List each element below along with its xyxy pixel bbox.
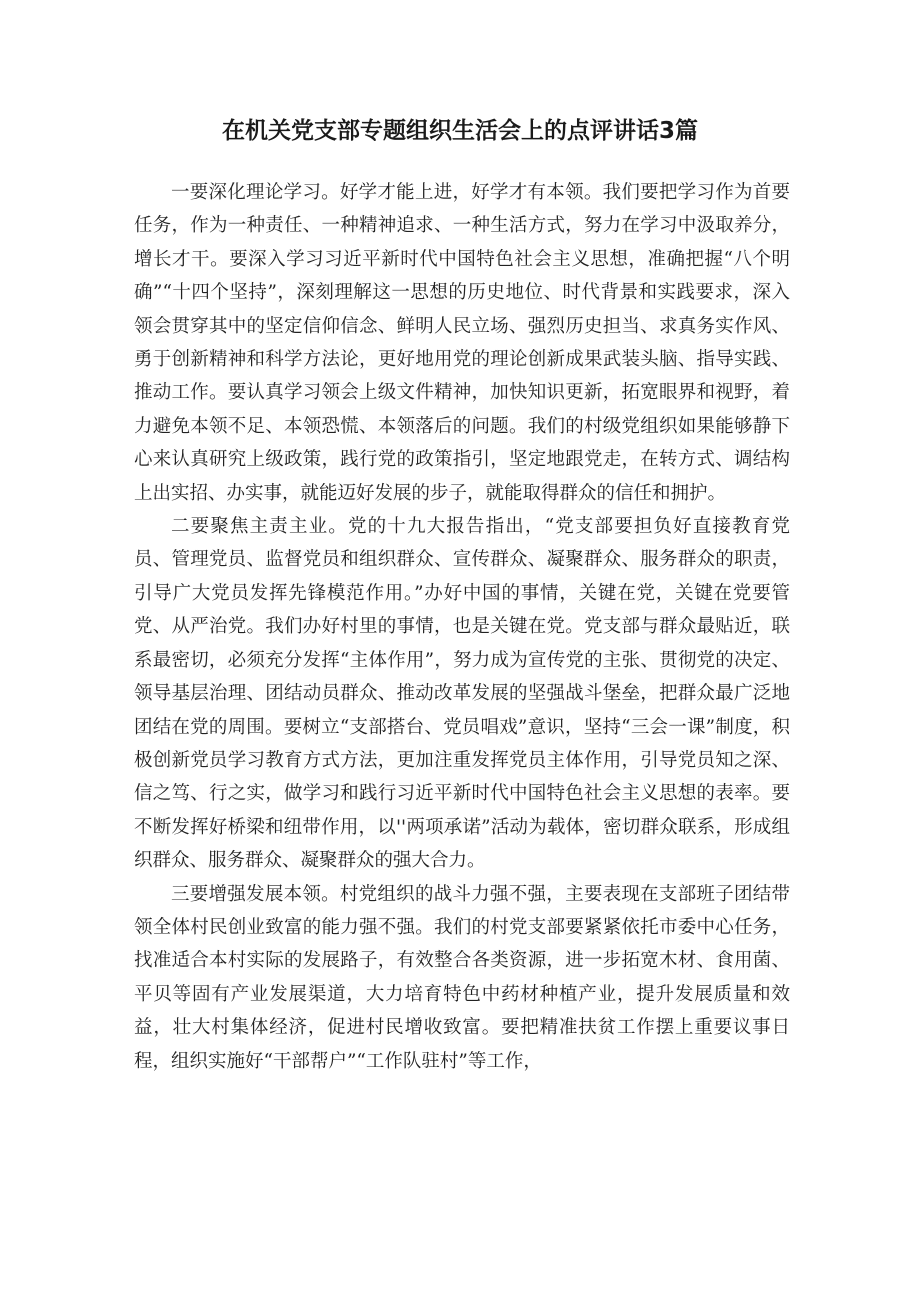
document-body bbox=[134, 176, 790, 1078]
document-title: 在机关党支部专题组织生活会上的点评讲话3篇 bbox=[221, 118, 698, 144]
paragraph-3: 三要增强发展本领。村党组织的战斗力强不强，主要表现在支部班子团结带领全体村民创业致富的能力强不强。我们的村党支部要紧紧依托市委中心任务，找准适合本村实际的发展路子，有效整合各类资源，进一步拓宽木材、食用菌、平贝等固有产业发展渠道，大力培育特色中药材种植产业，提升发展质量和效益，壮大村集体经济，促进村民增收致富。要把精准扶贫工作摆上重要议事日程，组织实施好“干部帮户”“工作队驻村”等工作， bbox=[134, 883, 790, 1072]
paragraph-1: 一要深化理论学习。好学才能上进，好学才有本领。我们要把学习作为首要任务，作为一种责任、一种精神追求、一种生活方式，努力在学习中汲取养分，增长才干。要深入学习习近平新时代中国特色社会主义思想，准确把握“八个明确”“十四个坚持”，深刻理解这一思想的历史地位、时代背景和实践要求，深入领会贯穿其中的坚定信仰信念、鲜明人民立场、强烈历史担当、求真务实作风、勇于创新精神和科学方法论，更好地用党的理论创新成果武装头脑、指导实践、推动工作。要认真学习领会上级文件精神，加快知识更新，拓宽眼界和视野，着力避免本领不足、本领恐慌、本领落后的问题。我们的村级党组织如果能够静下心来认真研究上级政策，践行党的政策指引，坚定地跟党走，在转方式、调结构上出实招、办实事，就能迈好发展的步子，就能取得群众的信任和拥护。 bbox=[134, 182, 790, 504]
paragraph-2: 二要聚焦主责主业。党的十九大报告指出，“党支部要担负好直接教育党员、管理党员、监督党员和组织群众、宣传群众、凝聚群众、服务群众的职责，引导广大党员发挥先锋模范作用。”办好中国的事情，关键在党，关键在党要管党、从严治党。我们办好村里的事情，也是关键在党。党支部与群众最贴近，联系最密切，必须充分发挥“主体作用”，努力成为宣传党的主张、贯彻党的决定、领导基层治理、团结动员群众、推动改革发展的坚强战斗堡垒，把群众最广泛地团结在党的周围。要树立“支部搭台、党员唱戏”意识，坚持“三会一课”制度，积极创新党员学习教育方式方法，更加注重发挥党员主体作用，引导党员知之深、信之笃、行之实，做学习和践行习近平新时代中国特色社会主义思想的表率。要不断发挥好桥梁和纽带作用，以''两项承诺”活动为载体，密切群众联系，形成组织群众、服务群众、凝聚群众的强大合力。 bbox=[134, 516, 790, 872]
